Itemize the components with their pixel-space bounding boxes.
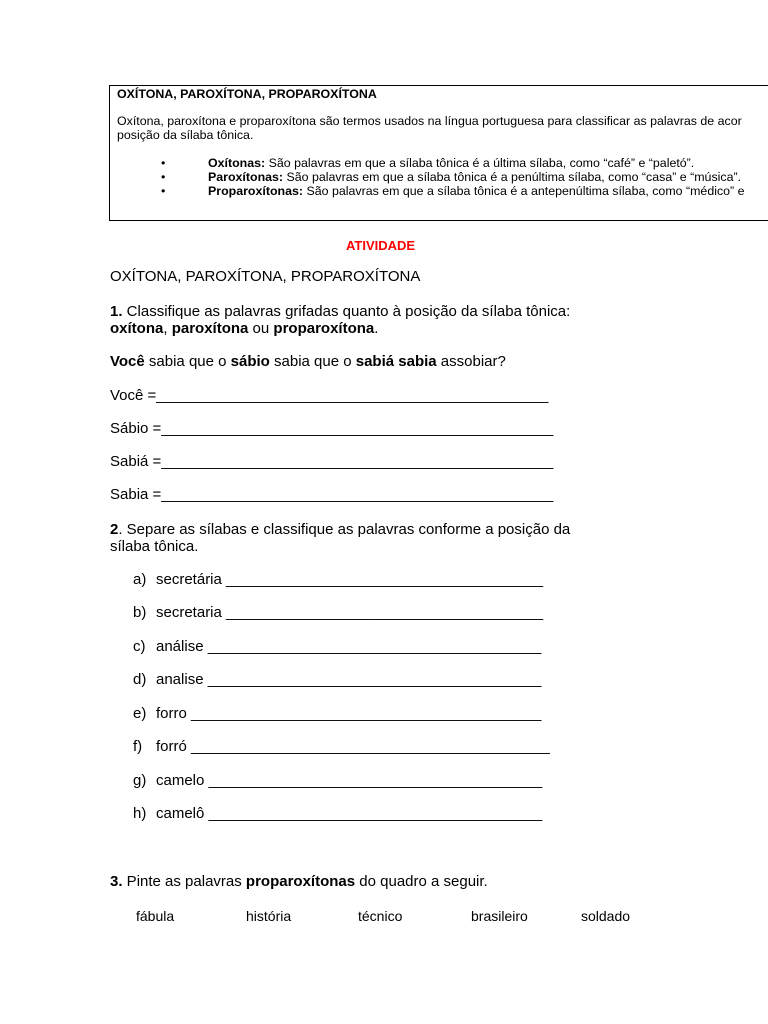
q1-option-paroxitona: paroxítona	[171, 320, 249, 337]
q3-text: Pinte as palavras	[122, 873, 246, 890]
item-word: análise ________________________________________	[156, 638, 542, 655]
term-label: Paroxítonas:	[208, 170, 284, 184]
q3-instruction	[110, 873, 488, 890]
q3-text: do quadro a seguir.	[355, 873, 488, 890]
sentence-text: sabia que o	[269, 353, 356, 370]
item-word: camelô ________________________________________	[156, 805, 543, 822]
term-label: Oxítonas:	[208, 156, 266, 170]
q1-options	[110, 320, 378, 337]
activity-title: OXÍTONA, PAROXÍTONA, PROPAROXÍTONA	[110, 268, 421, 285]
item-letter: g)	[133, 772, 147, 789]
item-letter: e)	[133, 705, 147, 722]
bullet-icon: •	[161, 156, 166, 170]
term-label: Proparoxítonas:	[208, 184, 304, 198]
word-cell[interactable]: soldado	[581, 908, 631, 924]
item-word: forró ___________________________________________	[156, 738, 550, 755]
q1-number: 1.	[110, 303, 123, 320]
q1-instruction	[110, 303, 570, 320]
item-word: analise ________________________________________	[156, 671, 542, 688]
sentence-text: sabia que o	[144, 353, 231, 370]
q1-option-oxitona: oxítona	[110, 320, 164, 337]
answer-field-sabio[interactable]: Sábio =_______________________________________________	[110, 420, 554, 437]
item-letter: d)	[133, 671, 147, 688]
item-letter: h)	[133, 805, 147, 822]
item-letter: f)	[133, 738, 143, 755]
highlight-word: sábio	[230, 353, 270, 370]
item-word: secretaria ______________________________________	[156, 604, 544, 621]
term-definition: São palavras em que a sílaba tônica é a antepenúltima sílaba, como “médico” e	[303, 184, 745, 198]
q2-instruction-line1	[110, 521, 570, 538]
q3-number: 3.	[110, 873, 123, 890]
info-box-intro-line2: posição da sílaba tônica.	[117, 128, 254, 142]
q1-sep: .	[374, 320, 379, 337]
word-cell[interactable]: brasileiro	[471, 908, 528, 924]
q1-sep: ,	[163, 320, 172, 337]
item-letter: b)	[133, 604, 147, 621]
highlight-word: sabiá sabia	[355, 353, 437, 370]
answer-field-sabia[interactable]: Sabia =_______________________________________________	[110, 486, 554, 503]
highlight-word: Você	[110, 353, 145, 370]
sentence-text: assobiar?	[436, 353, 506, 370]
answer-field-sabia-accent[interactable]: Sabiá =_______________________________________________	[110, 453, 554, 470]
q1-text: Classifique as palavras grifadas quanto à posição da sílaba tônica:	[122, 303, 571, 320]
word-cell[interactable]: técnico	[358, 908, 403, 924]
q2-instruction-line2: sílaba tônica.	[110, 538, 199, 555]
term-definition: São palavras em que a sílaba tônica é a penúltima sílaba, como “casa” e “música”.	[283, 170, 742, 184]
q1-sentence	[110, 353, 506, 370]
activity-heading: ATIVIDADE	[346, 238, 416, 253]
q3-bold-word: proparoxítonas	[245, 873, 356, 890]
info-box-intro-line1: Oxítona, paroxítona e proparoxítona são termos usados na língua portuguesa para classificar as palavras de acor	[117, 114, 742, 128]
q1-option-proparoxitona: proparoxítona	[273, 320, 375, 337]
info-box	[109, 85, 768, 221]
item-word: secretária ______________________________________	[156, 571, 544, 588]
item-letter: c)	[133, 638, 146, 655]
info-box-intro	[117, 114, 742, 142]
word-cell[interactable]: história	[246, 908, 292, 924]
q2-text: . Separe as sílabas e classifique as palavras conforme a posição da	[118, 521, 571, 538]
item-letter: a)	[133, 571, 147, 588]
bullet-icon: •	[161, 170, 166, 184]
bullet-icon: •	[161, 184, 166, 198]
info-box-title: OXÍTONA, PAROXÍTONA, PROPAROXÍTONA	[117, 87, 377, 101]
q1-sep: ou	[248, 320, 274, 337]
item-word: forro __________________________________________	[156, 705, 542, 722]
item-word: camelo ________________________________________	[156, 772, 543, 789]
term-definition: São palavras em que a sílaba tônica é a última sílaba, como “café” e “paletó”.	[265, 156, 695, 170]
answer-field-voce[interactable]: Você =_______________________________________________	[110, 387, 549, 404]
q2-number: 2	[110, 521, 119, 538]
word-cell[interactable]: fábula	[136, 908, 175, 924]
